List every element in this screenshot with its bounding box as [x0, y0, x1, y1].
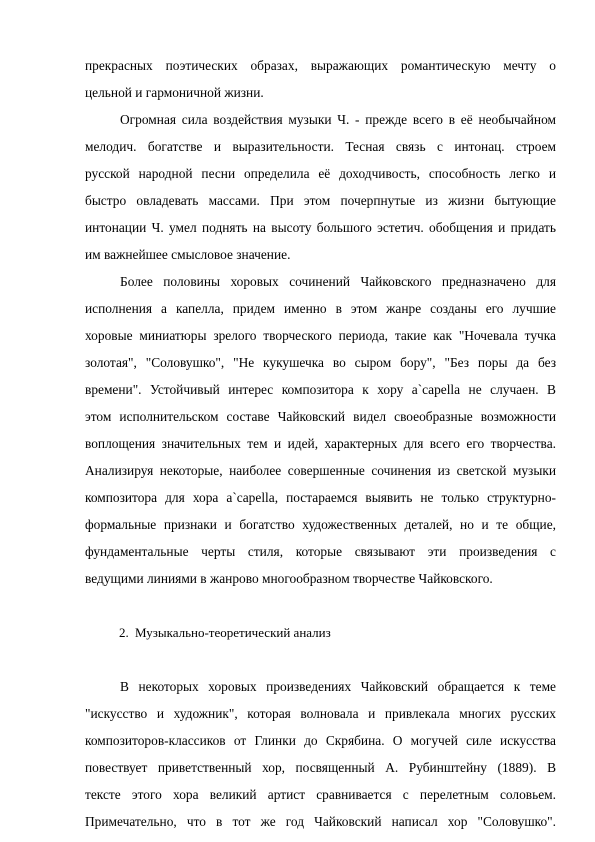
text-line: композитора для хора a`capella, постараемся выявить не только структурно- [85, 490, 556, 505]
paragraph-art-and-artist [85, 673, 556, 835]
text-line: им важнейшее смысловое значение. [85, 247, 291, 262]
text-line: быстро овладевать массами. При этом почерпнутые из жизни бытующие [85, 193, 556, 208]
text-line: этом исполнительском составе Чайковский видел своеобразные возможности [85, 409, 556, 424]
text-line: времени". Устойчивый интерес композитора к хору a`capella не случаен. В [85, 382, 556, 397]
text-line: интонации Ч. умел поднять на высоту большого эстетич. обобщения и придать [85, 220, 556, 235]
section-number: 2. [119, 625, 129, 640]
text-line: хоровые миниатюры зрелого творческого периода, такие как "Ночевала тучка [85, 328, 556, 343]
text-line: тексте этого хора великий артист сравнивается с перелетным соловьем. [85, 787, 556, 802]
text-line: исполнения а капелла, придем именно в этом жанре созданы его лучшие [85, 301, 556, 316]
text-line: В некоторых хоровых произведениях Чайковский обращается к теме [120, 679, 556, 694]
text-line: Анализируя некоторые, наиболее совершенные сочинения из светской музыки [85, 463, 556, 478]
spacer [85, 646, 556, 673]
text-line: золотая", "Соловушко", "Не кукушечка во сыром бору", "Без поры да без [85, 355, 556, 370]
section-heading [85, 619, 556, 646]
text-line: композиторов-классиков от Глинки до Скрябина. О могучей силе искусства [85, 733, 556, 748]
text-line: формальные признаки и богатство художественных деталей, но и те общие, [85, 517, 556, 532]
text-line: мелодич. богатстве и выразительности. Тесная связь с интонац. строем [85, 139, 556, 154]
text-line: ведущими линиями в жанрово многообразном творчестве Чайковского. [85, 571, 493, 586]
text-line: фундаментальные черты стиля, которые связывают эти произведения с [85, 544, 556, 559]
text-line: цельной и гармоничной жизни. [85, 85, 264, 100]
document-page [85, 52, 556, 835]
text-line: Примечательно, что в тот же год Чайковский написал хор "Соловушко". [85, 814, 556, 829]
text-line: Более половины хоровых сочинений Чайковского предназначено для [120, 274, 556, 289]
text-line: повествует приветственный хор, посвященный А. Рубинштейну (1889). В [85, 760, 556, 775]
text-line: "искусство и художник", которая волновала и привлекала многих русских [85, 706, 556, 721]
text-line: прекрасных поэтических образах, выражающих романтическую мечту о [85, 58, 556, 73]
spacer [85, 592, 556, 619]
text-line: русской народной песни определила её доходчивость, способность легко и [85, 166, 556, 181]
paragraph-melody [85, 106, 556, 268]
paragraph-continuation [85, 52, 556, 106]
text-line: Огромная сила воздействия музыки Ч. - прежде всего в её необычайном [120, 112, 556, 127]
section-title: Музыкально-теоретический анализ [135, 625, 331, 640]
text-line: воплощения значительных тем и идей, характерных для всего его творчества. [85, 436, 556, 451]
paragraph-choral-works [85, 268, 556, 592]
